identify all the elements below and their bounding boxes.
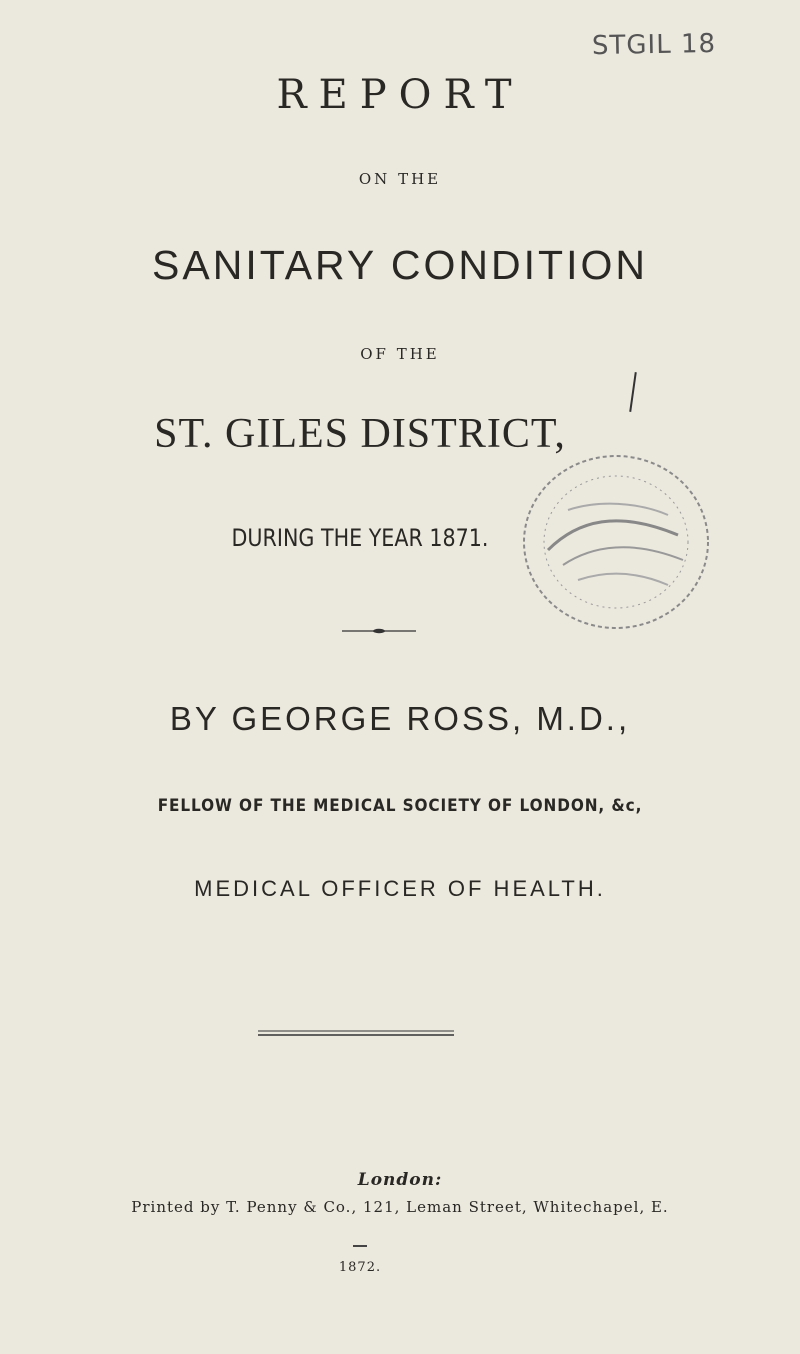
author-role: MEDICAL OFFICER OF HEALTH. <box>194 876 606 901</box>
of-the-line: OF THE <box>360 345 440 363</box>
printer-line: Printed by T. Penny & Co., 121, Leman Street, Whitechapel, E. <box>131 1198 669 1216</box>
author-byline: BY GEORGE ROSS, M.D., <box>169 700 631 737</box>
imprint-year: 1872. <box>338 1260 382 1275</box>
on-the-line: ON THE <box>358 170 442 188</box>
handwritten-shelfmark: STGIL 18 <box>591 28 717 62</box>
author-affiliation: FELLOW OF THE MEDICAL SOCIETY OF LONDON, &c, <box>157 796 643 816</box>
double-rule <box>258 1030 454 1036</box>
short-dash <box>353 1245 367 1247</box>
report-heading: REPORT <box>276 72 524 118</box>
period-line: DURING THE YEAR 1871. <box>231 524 489 552</box>
ornamental-rule <box>342 626 416 636</box>
subject-heading: SANITARY CONDITION <box>152 242 648 288</box>
pen-mark <box>629 372 637 412</box>
library-stamp-icon <box>508 440 718 640</box>
district-heading: ST. GILES DISTRICT, <box>154 411 566 457</box>
imprint-place: London: <box>357 1170 443 1190</box>
